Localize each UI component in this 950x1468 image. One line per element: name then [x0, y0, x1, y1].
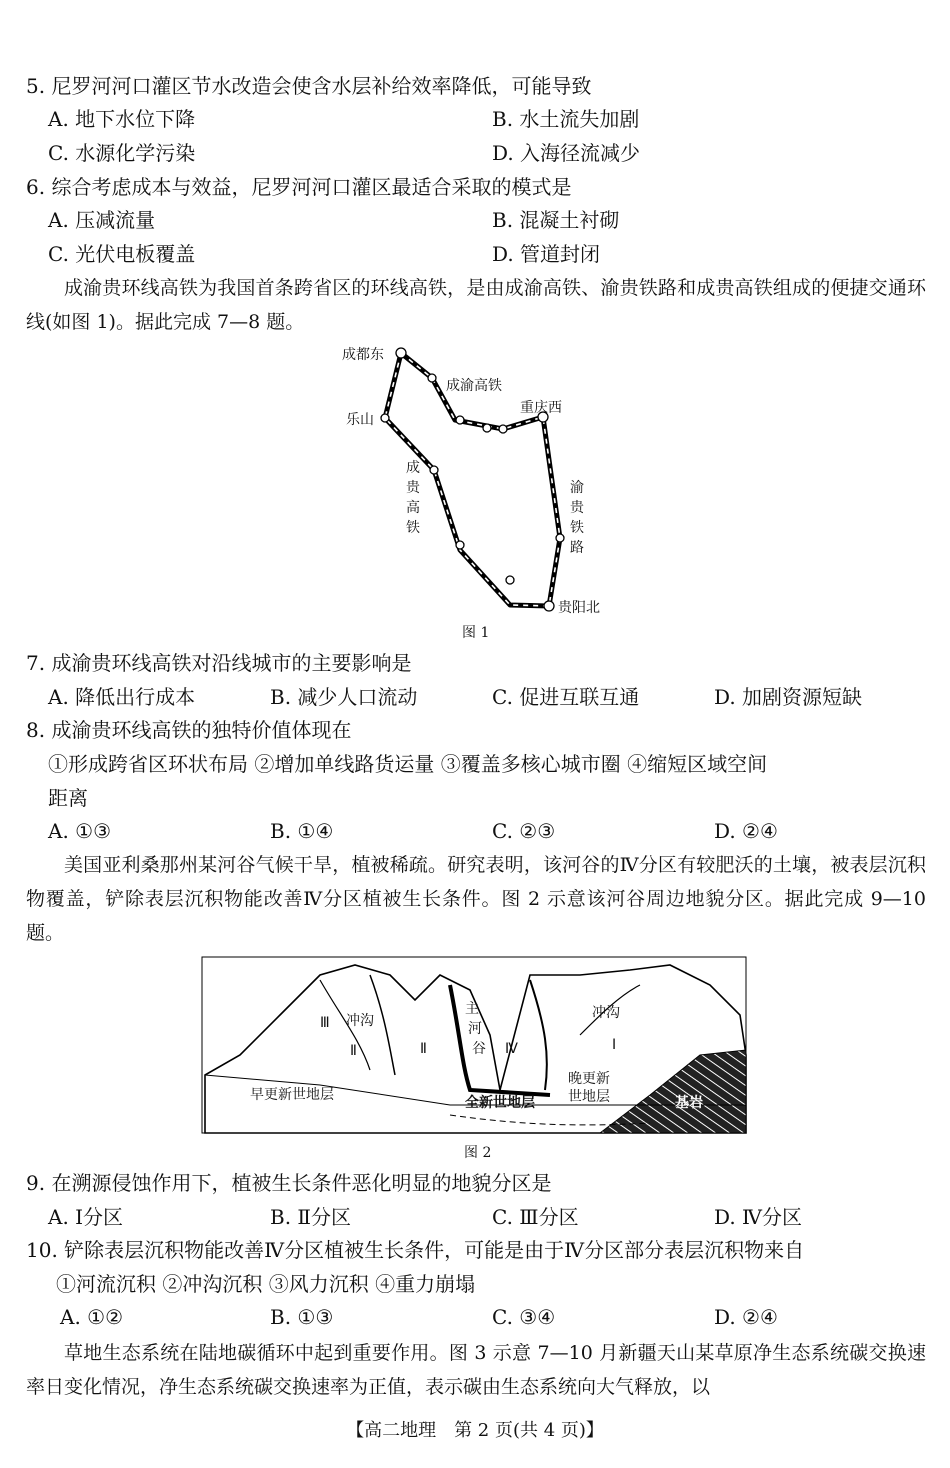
q5-option-a[interactable]: A. 地下水位下降 [48, 107, 196, 131]
q8-option-b[interactable]: B. ①④ [270, 819, 334, 843]
q5-stem: 5. 尼罗河河口灌区节水改造会使含水层补给效率降低，可能导致 [26, 74, 592, 98]
label-yugui-2: 贵 [570, 500, 584, 516]
q9-option-a[interactable]: A. Ⅰ分区 [48, 1205, 124, 1229]
q9-option-c[interactable]: C. Ⅲ分区 [492, 1205, 579, 1229]
q9-option-d[interactable]: D. Ⅳ分区 [714, 1205, 803, 1229]
q6-stem: 6. 综合考虑成本与效益，尼罗河河口灌区最适合采取的模式是 [26, 175, 572, 199]
q10-stem: 10. 铲除表层沉积物能改善Ⅳ分区植被生长条件，可能是由于Ⅳ分区部分表层沉积物来自 [26, 1238, 805, 1262]
intro-7-8: 成渝贵环线高铁为我国首条跨省区的环线高铁，是由成渝高铁、渝贵铁路和成贵高铁组成的便捷交通环线(如图 1)。据此完成 7—8 题。 [26, 277, 926, 333]
q7-option-b[interactable]: B. 减少人口流动 [270, 685, 418, 709]
label-guiyang-north: 贵阳北 [558, 600, 600, 616]
label-chenggui-2: 贵 [406, 480, 420, 496]
intro-11: 草地生态系统在陆地碳循环中起到重要作用。图 3 示意 7—10 月新疆天山某草原净生态系统碳交换速率日变化情况，净生态系统碳交换速率为正值，表示碳由生态系统向大气释放，以 [26, 1342, 926, 1398]
q9-option-b[interactable]: B. Ⅱ分区 [270, 1205, 352, 1229]
label-chongqing-west: 重庆西 [520, 400, 562, 416]
label-yugui-1: 渝 [570, 480, 584, 496]
label-zone-3: Ⅲ [320, 1015, 330, 1031]
q10-option-a[interactable]: A. ①② [60, 1305, 124, 1329]
q10-option-b[interactable]: B. ①③ [270, 1305, 334, 1329]
label-gully: 冲沟 [346, 1013, 374, 1029]
q5-option-b[interactable]: B. 水土流失加剧 [492, 107, 640, 131]
q10-option-c[interactable]: C. ③④ [492, 1305, 556, 1329]
label-leshan: 乐山 [346, 412, 374, 428]
q5-option-d[interactable]: D. 入海径流减少 [492, 141, 641, 165]
label-chengdu-east: 成都东 [342, 347, 384, 363]
label-main-valley-1: 主 [465, 1001, 479, 1017]
label-early-pleistocene: 早更新世地层 [250, 1087, 334, 1103]
label-chenggui-4: 铁 [406, 520, 420, 536]
label-chengyu-hsr: 成渝高铁 [446, 378, 502, 394]
label-yugui-4: 路 [570, 540, 584, 556]
q7-option-a[interactable]: A. 降低出行成本 [48, 685, 196, 709]
label-zone-2: Ⅱ [350, 1043, 357, 1059]
q8-items-cont: 距离 [48, 786, 88, 810]
q10-items: ①河流沉积 ②冲沟沉积 ③风力沉积 ④重力崩塌 [56, 1272, 476, 1296]
q9-stem: 9. 在溯源侵蚀作用下，植被生长条件恶化明显的地貌分区是 [26, 1171, 552, 1195]
q8-option-d[interactable]: D. ②④ [714, 819, 778, 843]
label-main-valley-2: 河 [468, 1021, 482, 1037]
q8-stem: 8. 成渝贵环线高铁的独特价值体现在 [26, 718, 352, 742]
label-chenggui-1: 成 [406, 460, 420, 476]
page-footer: 【高二地理 第 2 页(共 4 页)】 [346, 1420, 604, 1441]
q6-option-d[interactable]: D. 管道封闭 [492, 242, 601, 266]
q8-option-a[interactable]: A. ①③ [48, 819, 112, 843]
q6-option-c[interactable]: C. 光伏电板覆盖 [48, 242, 196, 266]
q10-option-d[interactable]: D. ②④ [714, 1305, 778, 1329]
q6-option-a[interactable]: A. 压减流量 [48, 208, 156, 232]
q5-option-c[interactable]: C. 水源化学污染 [48, 141, 196, 165]
figure-2-caption: 图 2 [464, 1145, 492, 1161]
q7-option-c[interactable]: C. 促进互联互通 [492, 685, 640, 709]
figure-1-rail-loop [330, 340, 620, 640]
label-bedrock: 基岩 [675, 1095, 703, 1111]
q7-option-d[interactable]: D. 加剧资源短缺 [714, 685, 863, 709]
q8-items: ①形成跨省区环状布局 ②增加单线路货运量 ③覆盖多核心城市圈 ④缩短区域空间 [48, 752, 768, 776]
label-late-pleistocene-1: 晚更新 [568, 1071, 610, 1087]
label-holocene: 全新世地层 [465, 1095, 535, 1111]
figure-1-caption: 图 1 [462, 625, 490, 641]
label-main-valley-3: 谷 [472, 1041, 486, 1057]
intro-9-10: 美国亚利桑那州某河谷气候干旱，植被稀疏。研究表明，该河谷的Ⅳ分区有较肥沃的土壤，被表层沉积物覆盖，铲除表层沉积物能改善Ⅳ分区植被生长条件。图 2 示意该河谷周边地貌分区。据此完成 9—10 题。 [26, 854, 926, 944]
label-late-pleistocene-2: 世地层 [568, 1089, 610, 1105]
label-zone-1: Ⅰ [612, 1037, 617, 1053]
label-zone-4: Ⅳ [505, 1041, 518, 1057]
label-gully-2: 冲沟 [592, 1005, 620, 1021]
label-chenggui-3: 高 [406, 500, 420, 516]
label-zone-2b: Ⅱ [420, 1041, 427, 1057]
figure-2-valley-landforms [200, 955, 748, 1135]
label-yugui-3: 铁 [570, 520, 584, 536]
q7-stem: 7. 成渝贵环线高铁对沿线城市的主要影响是 [26, 651, 412, 675]
q6-option-b[interactable]: B. 混凝土衬砌 [492, 208, 620, 232]
q8-option-c[interactable]: C. ②③ [492, 819, 556, 843]
